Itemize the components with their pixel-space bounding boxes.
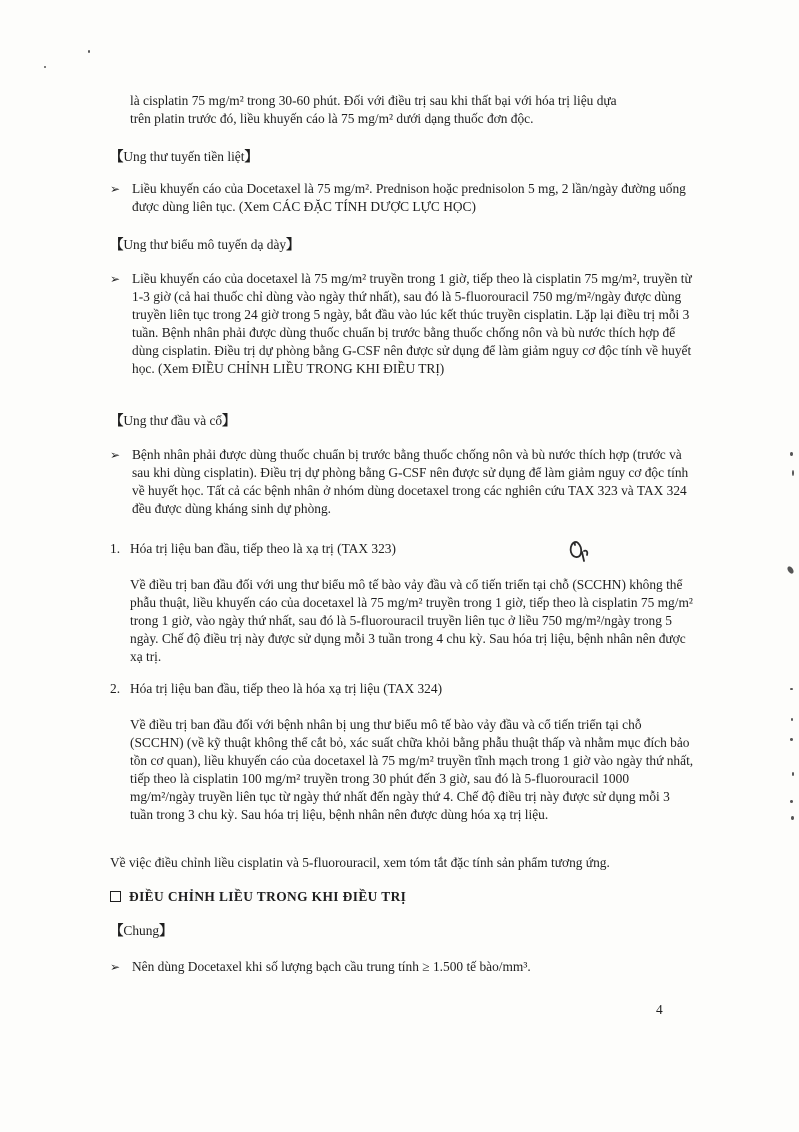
- scan-speck: [786, 565, 795, 574]
- head-neck-bullet-text: Bệnh nhân phải được dùng thuốc chuẩn bị trước bằng thuốc chống nôn và bù nước thích hợp (trước và sau khi dùng cisplatin). Điều trị dự phòng bằng G-CSF nên được sử dụng để làm giảm nguy cơ độc tính về huyết học. Tất cả các bệnh nhân ở nhóm dùng docetaxel trong các nghiên cứu TAX 323 và TAX 324 đều được dùng kháng sinh dự phòng.: [132, 447, 689, 516]
- scan-speck: [791, 718, 793, 721]
- checkbox-square-icon: [110, 891, 121, 902]
- numbered-item-2-body: Về điều trị ban đầu đối với bệnh nhân bị ung thư biểu mô tế bào vảy đầu và cổ tiến triển tại chỗ (SCCHN) (về kỹ thuật không thể cắt bỏ, xác suất chữa khỏi bằng phẫu thuật thấp và nhằm mục đích bảo tồn cơ quan), liều khuyến cáo của docetaxel là 75 mg/m² truyền tĩnh mạch trong 1 giờ vào ngày thứ nhất, tiếp theo là cisplatin 100 mg/m² truyền trong 30 phút đến 3 giờ, sau đó là 5-fluorouracil 1000 mg/m²/ngày truyền liên tục từ ngày thứ nhất đến ngày thứ 4. Chế độ điều trị này được sử dụng mỗi 3 tuần trong 3 chu kỳ. Sau hóa trị liệu, bệnh nhân nên được dùng hóa xạ trị liệu.: [130, 717, 694, 822]
- page-number: 4: [656, 1002, 663, 1017]
- item-number: 1.: [110, 541, 121, 556]
- section-title-dose-adjustment: ĐIỀU CHỈNH LIỀU TRONG KHI ĐIỀU TRỊ: [110, 888, 406, 906]
- prostate-bullet-text: Liều khuyến cáo của Docetaxel là 75 mg/m². Prednison hoặc prednisolon 5 mg, 2 lần/ngày đường uống được dùng liên tục. (Xem CÁC ĐẶC TÍNH DƯỢC LỰC HỌC): [132, 181, 686, 214]
- scan-speck: [792, 470, 794, 476]
- gastric-bullet-text: Liều khuyến cáo của docetaxel là 75 mg/m² truyền trong 1 giờ, tiếp theo là cisplatin 75 mg/m², truyền từ 1-3 giờ (cả hai thuốc chỉ dùng vào ngày thứ nhất), sau đó là 5-fluorouracil 750 mg/m²/ngày được dùng truyền liên tục trong 24 giờ trong 5 ngày, bắt đầu vào lúc kết thúc truyền cisplatin. Lặp lại điều trị mỗi 3 tuần. Bệnh nhân phải được dùng thuốc chuẩn bị trước bằng thuốc chống nôn và bù nước thích hợp để dùng cisplatin. Điều trị dự phòng bằng G-CSF nên được sử dụng để làm giảm nguy cơ độc tính về huyết học. (Xem ĐIỀU CHỈNH LIỀU TRONG KHI ĐIỀU TRỊ): [132, 271, 692, 376]
- section-heading-prostate: 【Ung thư tuyến tiền liệt】: [110, 149, 258, 164]
- arrow-bullet-icon: ➢: [110, 182, 121, 196]
- intro-paragraph: [130, 92, 690, 128]
- section-heading-head-neck: 【Ung thư đầu và cổ】: [110, 413, 236, 428]
- intro-line-1: là cisplatin 75 mg/m² trong 30-60 phút. Đối với điều trị sau khi thất bại với hóa trị liệu dựa: [130, 93, 617, 108]
- scan-speck: [791, 816, 794, 820]
- general-bullet-text: Nên dùng Docetaxel khi số lượng bạch cầu trung tính ≥ 1.500 tế bào/mm³.: [132, 959, 531, 974]
- item-title: Hóa trị liệu ban đầu, tiếp theo là hóa xạ trị liệu (TAX 324): [130, 681, 443, 696]
- item-title: Hóa trị liệu ban đầu, tiếp theo là xạ trị (TAX 323): [130, 541, 396, 556]
- item-number: 2.: [110, 681, 121, 696]
- scan-speck: [790, 800, 793, 803]
- numbered-item-1-body: Về điều trị ban đầu đối với ung thư biểu mô tế bào vảy đầu và cổ tiến triển tại chỗ (SCCHN) không thể phẫu thuật, liều khuyến cáo của docetaxel là 75 mg/m² truyền trong 1 giờ, tiếp theo là cisplatin 75 mg/m² trong 1 giờ, vào ngày thứ nhất, sau đó là 5-fluorouracil truyền liên tục ở liều 750 mg/m²/ngày trong 5 ngày. Chế độ điều trị này được sử dụng mỗi 3 tuần trong 4 chu kỳ. Sau hóa trị liệu, bệnh nhân nên được xạ trị.: [130, 577, 693, 664]
- arrow-bullet-icon: ➢: [110, 960, 121, 974]
- handwritten-initial-icon: [566, 536, 596, 566]
- scan-speck: [88, 50, 90, 53]
- scan-speck: [790, 452, 793, 456]
- section-heading-general: 【Chung】: [110, 923, 173, 938]
- scan-speck: [792, 772, 794, 776]
- arrow-bullet-icon: ➢: [110, 272, 121, 286]
- section-heading-gastric: 【Ung thư biểu mô tuyến dạ dày】: [110, 237, 300, 252]
- intro-line-2: trên platin trước đó, liều khuyến cáo là 75 mg/m² dưới dạng thuốc đơn độc.: [130, 111, 534, 126]
- arrow-bullet-icon: ➢: [110, 448, 121, 462]
- scan-speck: [790, 688, 793, 690]
- dose-adjustment-note: Về việc điều chỉnh liều cisplatin và 5-fluorouracil, xem tóm tắt đặc tính sản phẩm tương ứng.: [110, 855, 610, 870]
- scan-speck: [790, 738, 793, 741]
- scan-speck: [44, 66, 46, 68]
